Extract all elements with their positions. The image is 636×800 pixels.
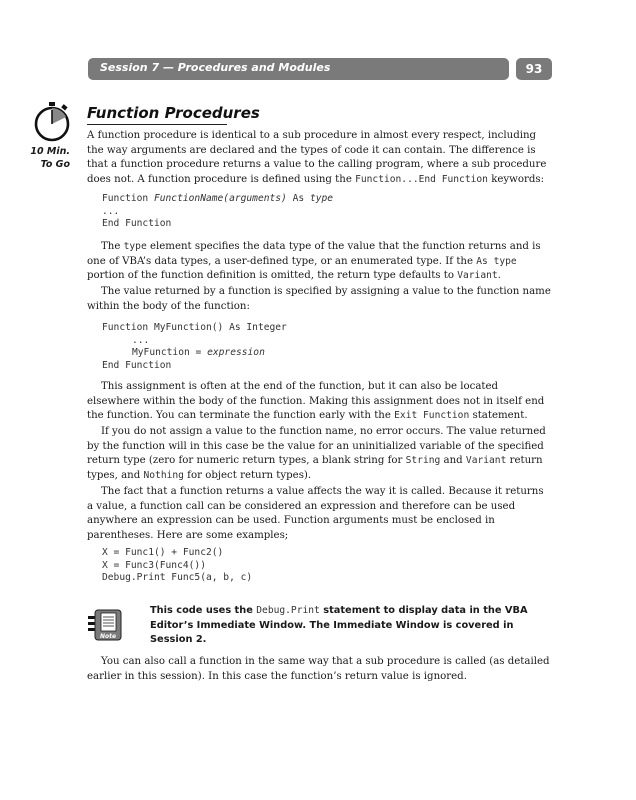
p5-c: return types, and bbox=[87, 455, 543, 481]
code-block-examples bbox=[102, 547, 252, 585]
code1-kw: Function bbox=[102, 193, 154, 204]
stopwatch-icon bbox=[32, 101, 72, 143]
note-text bbox=[150, 604, 550, 648]
code1-args: (arguments) bbox=[223, 193, 287, 204]
code2-assign: MyFunction = bbox=[132, 347, 208, 359]
running-header bbox=[88, 58, 509, 80]
p4-code-exit: Exit Function bbox=[394, 410, 470, 421]
code-block-myfunction bbox=[102, 322, 287, 372]
note-b: statement to display data in the VBA Editor’s Immediate Window. The Immediate Window is covered in Session 2. bbox=[150, 605, 528, 645]
paragraph-type-element bbox=[87, 240, 551, 284]
p2-a: The bbox=[101, 241, 124, 252]
paragraph-intro bbox=[87, 129, 551, 187]
code-line: Function MyFunction() As Integer bbox=[102, 322, 287, 333]
p5-code-nothing: Nothing bbox=[143, 469, 184, 481]
section-title: Function Procedures bbox=[87, 104, 260, 122]
header-title: Session 7 — Procedures and Modules bbox=[100, 61, 331, 74]
code-line: X = Func3(Func4()) bbox=[102, 559, 206, 571]
note-code-debug-print: Debug.Print bbox=[256, 605, 320, 616]
p2-code-as-type: As type bbox=[476, 255, 517, 267]
code1-as: As bbox=[286, 193, 310, 204]
code2-expression: expression bbox=[207, 347, 265, 359]
note-a: This code uses the bbox=[150, 605, 257, 616]
code-block-syntax bbox=[102, 193, 333, 231]
p1-tail: keywords: bbox=[487, 173, 545, 185]
p4-a: This assignment is often at the end of the function, but it can also be located elsewhere within the body of the function. Making this assignment does not in itself end the function. You can terminate the function early with the bbox=[87, 381, 545, 421]
note-icon-label: Note bbox=[99, 633, 117, 640]
time-label-line1: 10 Min. bbox=[30, 146, 70, 157]
p1-text: A function procedure is identical to a sub procedure in almost every respect, including the way arguments are declared and the types of code it can contain. The difference is that a function procedure returns a value to the calling program, where a sub procedure does not. A function procedure is defined using the bbox=[87, 130, 547, 185]
p5-code-string: String bbox=[405, 455, 441, 466]
p5-a: If you do not assign a value to the function name, no error occurs. The value returned by the function will in this case be the value for an uninitialized variable of the specified return type (zero for numeric return types, a blank string for bbox=[87, 426, 546, 466]
title-underline bbox=[87, 124, 227, 125]
code-line: X = Func1() + Func2() bbox=[102, 547, 224, 558]
paragraph-call-as-sub: You can also call a function in the same way that a sub procedure is called (as detailed earlier in this session). In this case the function’s return value is ignored. bbox=[87, 656, 550, 682]
code1-name: FunctionName bbox=[153, 193, 224, 204]
paragraph-calling: The fact that a function returns a value affects the way it is called. Because it returns a value, a function call can be considered an expression and therefore can be used anywhere an expression can be used. Function arguments must be enclosed in parentheses. Here are some examples; bbox=[87, 486, 544, 541]
page-number: 93 bbox=[516, 58, 552, 80]
p5-code-variant: Variant bbox=[465, 455, 507, 466]
p2-code-type: type bbox=[123, 241, 147, 252]
paragraph-return-value: The value returned by a function is specified by assigning a value to the function name within the body of the function: bbox=[87, 286, 551, 312]
paragraph-no-assign bbox=[87, 425, 551, 483]
code-line: ... bbox=[132, 334, 150, 346]
time-label-line2: To Go bbox=[40, 159, 70, 170]
code1-type: type bbox=[309, 193, 334, 204]
code-line bbox=[102, 193, 333, 206]
p2-code-variant: Variant bbox=[457, 270, 498, 281]
code-line: End Function bbox=[102, 359, 172, 371]
p5-b: and bbox=[440, 455, 466, 466]
p1-code: Function...End Function bbox=[355, 173, 488, 185]
p2-d: . bbox=[497, 270, 501, 281]
p5-d: for object return types). bbox=[183, 469, 312, 481]
p2-b: element specifies the data type of the value that the function returns and is one of VBA’s data types, a user-defined type, or an enumerated type. If the bbox=[87, 241, 541, 267]
p2-c: portion of the function definition is omitted, the return type defaults to bbox=[87, 270, 458, 281]
code-line bbox=[102, 347, 287, 360]
p4-b: statement. bbox=[469, 410, 528, 421]
code-line: Debug.Print Func5(a, b, c) bbox=[102, 572, 253, 584]
code-line: ... bbox=[102, 205, 120, 217]
time-remaining-label bbox=[18, 145, 70, 171]
paragraph-assignment bbox=[87, 380, 551, 424]
code-line: End Function bbox=[102, 218, 172, 230]
note-icon bbox=[88, 606, 124, 646]
